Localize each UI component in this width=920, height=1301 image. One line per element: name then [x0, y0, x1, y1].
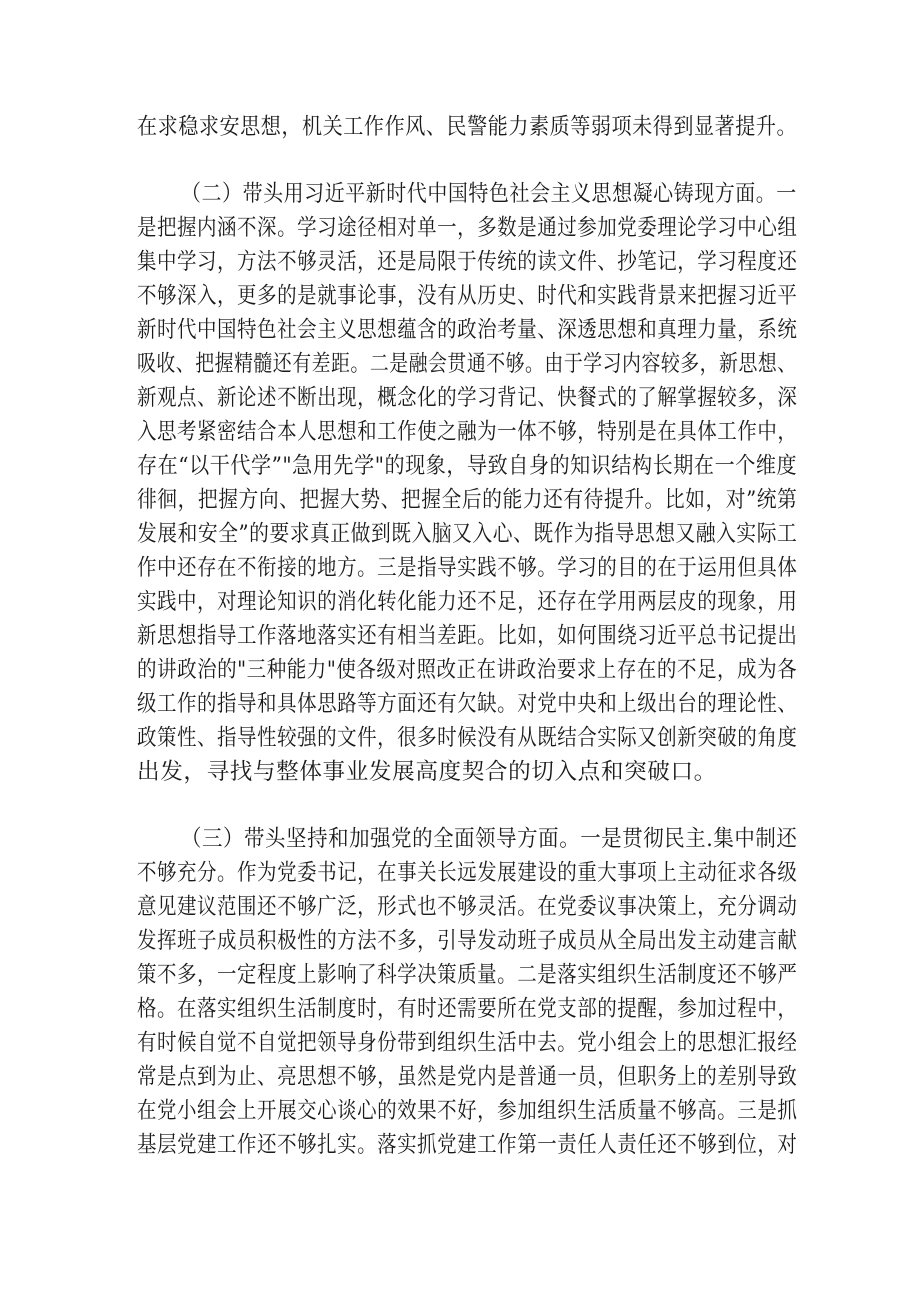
text-line: 是把握内涵不深。学习途径相对单一，多数是通过参加党委理论学习中心组: [137, 215, 798, 241]
text-line: 作中还存在不衔接的地方。三是指导实践不够。学习的目的在于运用但具体: [137, 555, 798, 581]
text-line: 新思想指导工作落地落实还有相当差距。比如，如何围绕习近平总书记提出: [137, 623, 798, 649]
text-line: 吸收、把握精髓还有差距。二是融会贯通不够。由于学习内容较多，新思想、: [137, 351, 797, 377]
text-line: 格。在落实组织生活制度时，有时还需要所在党支部的提醒，参加过程中，: [137, 996, 798, 1022]
text-line: 在求稳求安思想，机关工作作风、民警能力素质等弱项未得到显著提升。: [137, 114, 798, 140]
text-line: 在党小组会上开展交心谈心的效果不好，参加组织生活质量不够高。三是抓: [137, 1098, 798, 1124]
text-line: 不够深入，更多的是就事论事，没有从历史、时代和实践背景来把握习近平: [137, 283, 798, 309]
text-line: 实践中，对理论知识的消化转化能力还不足，还存在学用两层皮的现象，用: [137, 589, 798, 615]
text-line: 徘徊，把握方向、把握大势、把握全后的能力还有待提升。比如，对”统第: [137, 487, 798, 513]
text-line: 政策性、指导性较强的文件，很多时候没有从既结合实际又创新突破的角度: [137, 725, 798, 751]
text-line: 新观点、新论述不断出现，概念化的学习背记、快餐式的了解掌握较多，深: [137, 385, 798, 411]
text-line: 基层党建工作还不够扎实。落实抓党建工作第一责任人责任还不够到位，对: [137, 1132, 798, 1158]
text-line: （二）带头用习近平新时代中国特色社会主义思想凝心铸现方面。一: [181, 181, 797, 207]
text-line: 常是点到为止、亮思想不够，虽然是党内是普通一员，但职务上的差别导致: [137, 1064, 798, 1090]
text-line: 集中学习，方法不够灵活，还是局限于传统的读文件、抄笔记，学习程度还: [137, 249, 798, 275]
text-line: 新时代中国特色社会主义思想蕴含的政治考量、深透思想和真理力量，系统: [137, 317, 798, 343]
text-line: 不够充分。作为党委书记，在事关长远发展建设的重大事项上主动征求各级: [137, 860, 798, 886]
text-line: 策不多，一定程度上影响了科学决策质量。二是落实组织生活制度还不够严: [137, 962, 798, 988]
text-line: 的讲政治的"三种能力"使各级对照改正在讲政治要求上存在的不足，成为各: [137, 657, 798, 683]
text-line: （三）带头坚持和加强党的全面领导方面。一是贯彻民主.集中制还: [181, 826, 798, 852]
text-line: 有时候自觉不自觉把领导身份带到组织生活中去。党小组会上的思想汇报经: [137, 1030, 798, 1056]
text-line: 发展和安全”的要求真正做到既入脑又入心、既作为指导思想又融入实际工: [137, 521, 798, 547]
text-line: 级工作的指导和具体思路等方面还有欠缺。对党中央和上级出台的理论性、: [137, 691, 798, 717]
text-line: 入思考紧密结合本人思想和工作使之融为一体不够，特别是在具体工作中，: [137, 419, 798, 445]
text-line: 出发，寻找与整体事业发展高度契合的切入点和突破口。: [137, 759, 717, 785]
text-line: 发挥班子成员积极性的方法不多，引导发动班子成员从全局出发主动建言献: [137, 928, 798, 954]
text-line: 意见建议范围还不够广泛，形式也不够灵活。在党委议事决策上，充分调动: [137, 894, 798, 920]
text-line: 存在“以干代学”"急用先学"的现象，导致自身的知识结构长期在一个维度: [137, 453, 798, 479]
